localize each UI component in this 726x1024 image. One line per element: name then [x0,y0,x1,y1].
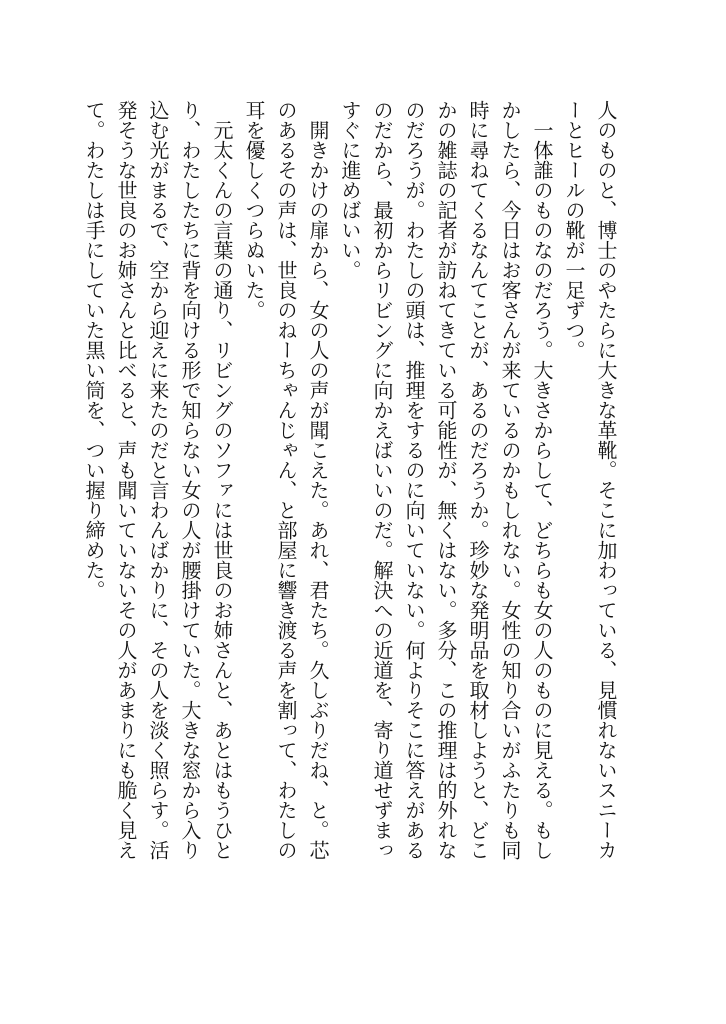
text-line: 込む光がまるで、空から迎えに来たのだと言わんばかりに、その人を淡く照らす。活 [146,100,170,860]
text-line: 発そうな世良のお姉さんと比べると、声も聞いていないその人があまりにも脆く見え [114,100,138,860]
vertical-text-block [78,100,622,952]
text-line: のあるその声は、世良のねーちゃんじゃん、と部屋に響き渡る声を割って、わたしの [274,100,298,860]
text-line: すぐに進めばいい。 [338,100,362,280]
text-line: のだろうが。わたしの頭は、推理をするのに向いていない。何よりそこに答えがある [402,100,426,860]
text-line: て。わたしは手にしていた黒い筒を、つい握り締めた。 [82,100,106,600]
text-line: ーとヒールの靴が一足ずつ。 [562,100,586,360]
text-line: り、わたしたちに背を向ける形で知らない女の人が腰掛けていた。大きな窓から入り [178,100,202,860]
text-line: 時に尋ねてくるなんてことが、あるのだろうか。珍妙な発明品を取材しようと、どこ [466,100,490,860]
text-line: かしたら、今日はお客さんが来ているのかもしれない。女性の知り合いがふたりも同 [498,100,522,860]
text-line: 元太くんの言葉の通り、リビングのソファには世良のお姉さんと、あとはもうひと [210,100,234,860]
text-line: かの雑誌の記者が訪ねてきている可能性が、無くはない。多分、この推理は的外れな [434,100,458,860]
text-line: 人のものと、博士のやたらに大きな革靴。そこに加わっている、見慣れないスニーカ [594,100,618,860]
text-line: 一体誰のものなのだろう。大きさからして、どちらも女の人のものに見える。もし [530,100,554,860]
text-line: 耳を優しくつらぬいた。 [242,100,266,320]
text-line: のだから、最初からリビングに向かえばいいのだ。解決への近道を、寄り道せずまっ [370,100,394,860]
text-line: 開きかけの扉から、女の人の声が聞こえた。あれ、君たち。久しぶりだね、と。芯 [306,100,330,860]
